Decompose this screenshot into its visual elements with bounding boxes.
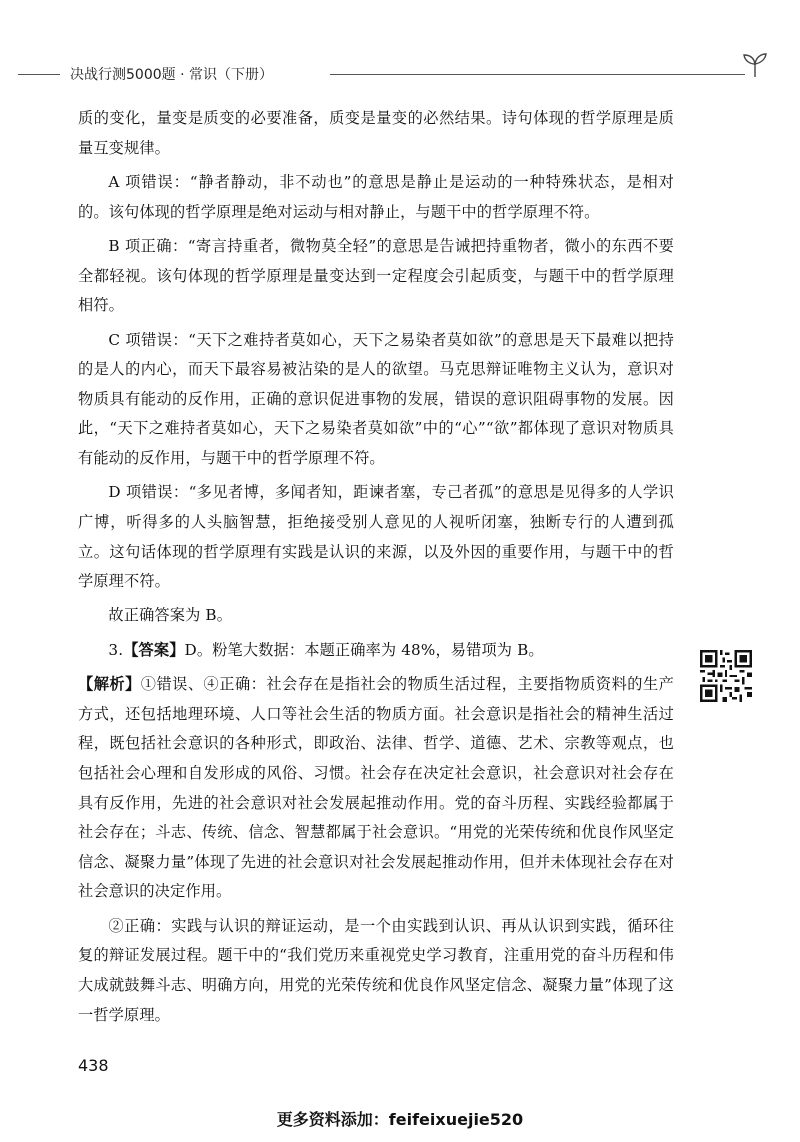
- page-number: 438: [78, 1056, 109, 1075]
- header-rule-right: [330, 74, 745, 75]
- article-body: [78, 104, 674, 1035]
- analysis-paragraph: [78, 670, 674, 907]
- answer-tag: 【答案】: [123, 640, 185, 659]
- sprout-icon: [740, 52, 770, 78]
- header-rule-left: [18, 74, 60, 75]
- paragraph-option-d: D 项错误：“多见者博，多闻者知，距谏者塞，专己者孤”的意思是见得多的人学识广博，听得多的人头脑智慧，拒绝接受别人意见的人视听闭塞，独断专行的人遭到孤立。这句话体现的哲学原理有实践是认识的来源，以及外因的重要作用，与题干中的哲学原理不符。: [78, 483, 674, 591]
- paragraph-final: ②正确：实践与认识的辩证运动，是一个由实践到认识、再从认识到实践，循环往复的辩证发展过程。题干中的“我们党历来重视党史学习教育，注重用党的奋斗历程和伟大成就鼓舞斗志、明确方向，用党的光荣传统和优良作风坚定信念、凝聚力量”体现了这一哲学原理。: [78, 916, 674, 1024]
- analysis-tag: 【解析】: [78, 675, 141, 694]
- paragraph-option-a: A 项错误：“静者静动，非不动也”的意思是静止是运动的一种特殊状态，是相对的。该句体现的哲学原理是绝对运动与相对静止，与题干中的哲学原理不符。: [78, 172, 674, 221]
- running-header: [18, 62, 763, 86]
- paragraph-conclusion: 故正确答案为 B。: [108, 606, 233, 625]
- question-number: 3.: [108, 640, 124, 659]
- book-title: 决战行测5000题 · 常识（下册）: [70, 67, 273, 83]
- paragraph-option-b: B 项正确：“寄言持重者，微物莫全轻”的意思是告诫把持重物者，微小的东西不要全都轻视。该句体现的哲学原理是量变达到一定程度会引起质变，与题干中的哲学原理相符。: [78, 236, 674, 315]
- analysis-text: ①错误、④正确：社会存在是指社会的物质生活过程，主要指物质资料的生产方式，还包括地理环境、人口等社会生活的物质方面。社会意识是指社会的精神生活过程，既包括社会意识的各种形式，即政治、法律、哲学、道德、艺术、宗教等观点，也包括社会心理和自发形成的风俗、习惯。社会存在决定社会意识，社会意识对社会存在具有反作用，先进的社会意识对社会发展起推动作用。党的奋斗历程、实践经验都属于社会存在；斗志、传统、信念、智慧都属于社会意识。“用党的光荣传统和优良作风坚定信念、凝聚力量”体现了先进的社会意识对社会发展起推动作用，但并未体现社会存在对社会意识的决定作用。: [78, 675, 674, 901]
- answer-text: D。粉笔大数据：本题正确率为 48%，易错项为 B。: [184, 640, 544, 659]
- qr-code-icon: [700, 650, 752, 702]
- answer-line: [78, 636, 674, 666]
- paragraph-continued: 质的变化，量变是质变的必要准备，质变是量变的必然结果。诗句体现的哲学原理是质量互变规律。: [78, 109, 674, 157]
- footer-note: 更多资料添加：feifeixuejie520: [276, 1110, 524, 1129]
- paragraph-option-c: C 项错误：“天下之难持者莫如心，天下之易染者莫如欲”的意思是天下最难以把持的是人的内心，而天下最容易被沾染的是人的欲望。马克思辩证唯物主义认为，意识对物质具有能动的反作用，正确的意识促进事物的发展，错误的意识阻碍事物的发展。因此，“天下之难持者莫如心，天下之易染者莫如欲”中的“心”“欲”都体现了意识对物质具有能动的反作用，与题干中的哲学原理不符。: [78, 330, 674, 467]
